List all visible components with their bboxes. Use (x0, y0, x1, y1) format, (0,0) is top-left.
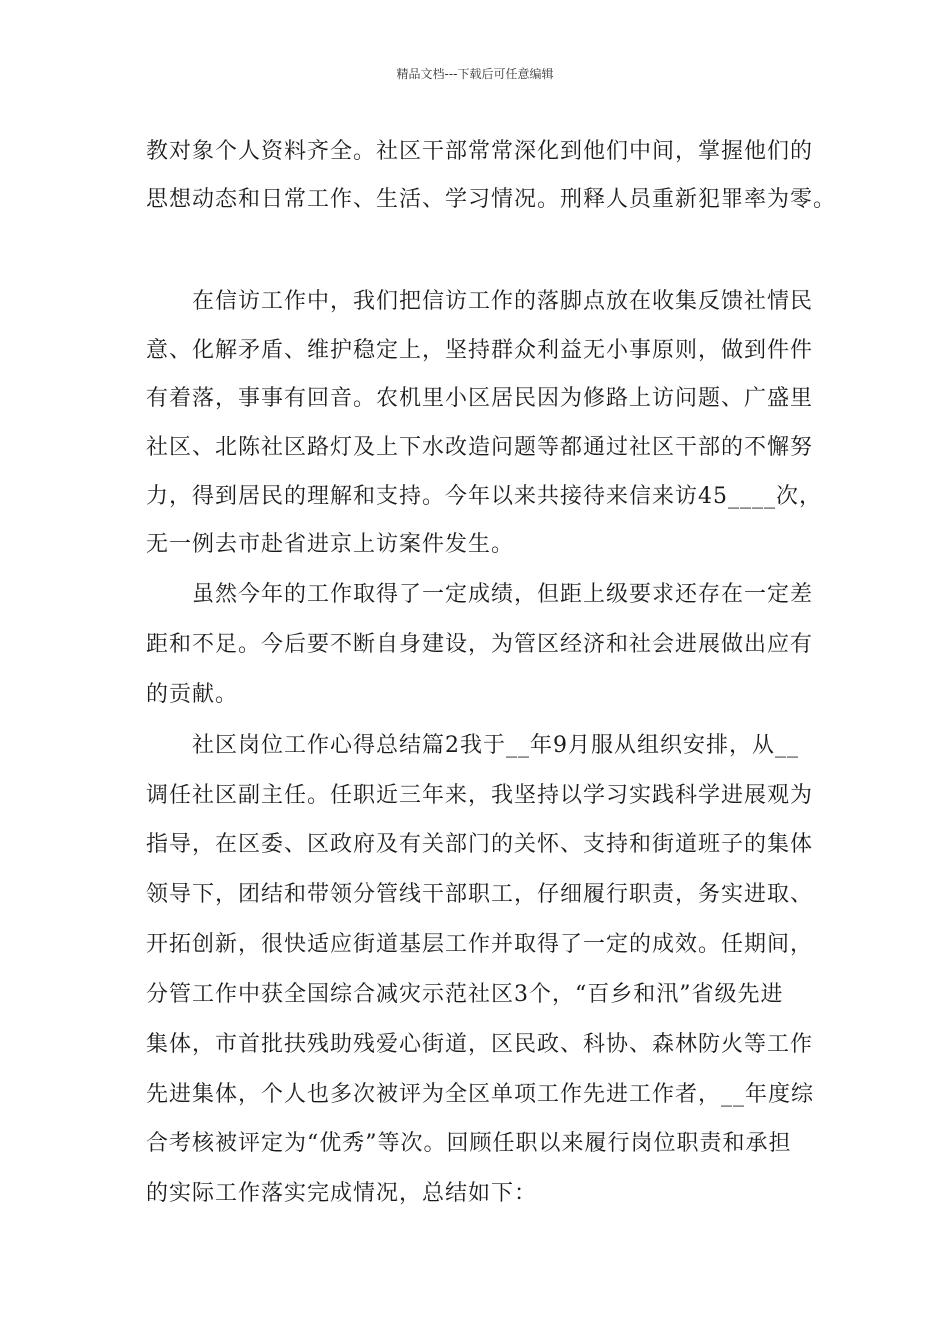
text-line: 有着落，事事有回音。农机里小区居民因为修路上访问题、广盛里 (146, 386, 814, 411)
page-header: 精品文档---下载后可任意编辑 (396, 67, 554, 81)
text-line: 开拓创新，很快适应街道基层工作并取得了一定的成效。任期间， (146, 932, 814, 957)
text-line: 思想动态和日常工作、生活、学习情况。刑释人员重新犯罪率为零。 (146, 187, 837, 212)
text-line: 力，得到居民的理解和支持。今年以来共接待来信来访45____次， (146, 484, 822, 509)
text-line: 社区岗位工作心得总结篇2我于__年9月服从组织安排，从__ (192, 733, 799, 758)
text-line: 的贡献。 (146, 682, 239, 707)
text-line: 先进集体，个人也多次被评为全区单项工作先进工作者，__年度综 (146, 1082, 815, 1107)
text-line: 调任社区副主任。任职近三年来，我坚持以学习实践科学进展观为 (146, 783, 814, 808)
text-line: 距和不足。今后要不断自身建设，为管区经济和社会进展做出应有 (146, 632, 814, 657)
text-line: 无一例去市赴省进京上访案件发生。 (146, 532, 515, 557)
text-line: 合考核被评定为“优秀”等次。回顾任职以来履行岗位职责和承担 (146, 1131, 792, 1156)
text-line: 集体，市首批扶残助残爱心街道，区民政、科协、森林防火等工作 (146, 1032, 814, 1057)
text-line: 教对象个人资料齐全。社区干部常常深化到他们中间，掌握他们的 (146, 139, 814, 164)
text-line: 社区、北陈社区路灯及上下水改造问题等都通过社区干部的不懈努 (146, 435, 814, 460)
text-line: 虽然今年的工作取得了一定成绩，但距上级要求还存在一定差 (192, 582, 814, 607)
text-line: 意、化解矛盾、维护稳定上，坚持群众利益无小事原则，做到件件 (146, 338, 814, 363)
text-line: 分管工作中获全国综合减灾示范社区3个，“百乡和汛”省级先进 (146, 982, 784, 1007)
text-line: 的实际工作落实完成情况，总结如下： (146, 1181, 538, 1206)
text-line: 指导，在区委、区政府及有关部门的关怀、支持和街道班子的集体 (146, 832, 814, 857)
text-line: 领导下，团结和带领分管线干部职工，仔细履行职责，务实进取、 (146, 882, 814, 907)
text-line: 在信访工作中，我们把信访工作的落脚点放在收集反馈社情民 (192, 289, 814, 314)
